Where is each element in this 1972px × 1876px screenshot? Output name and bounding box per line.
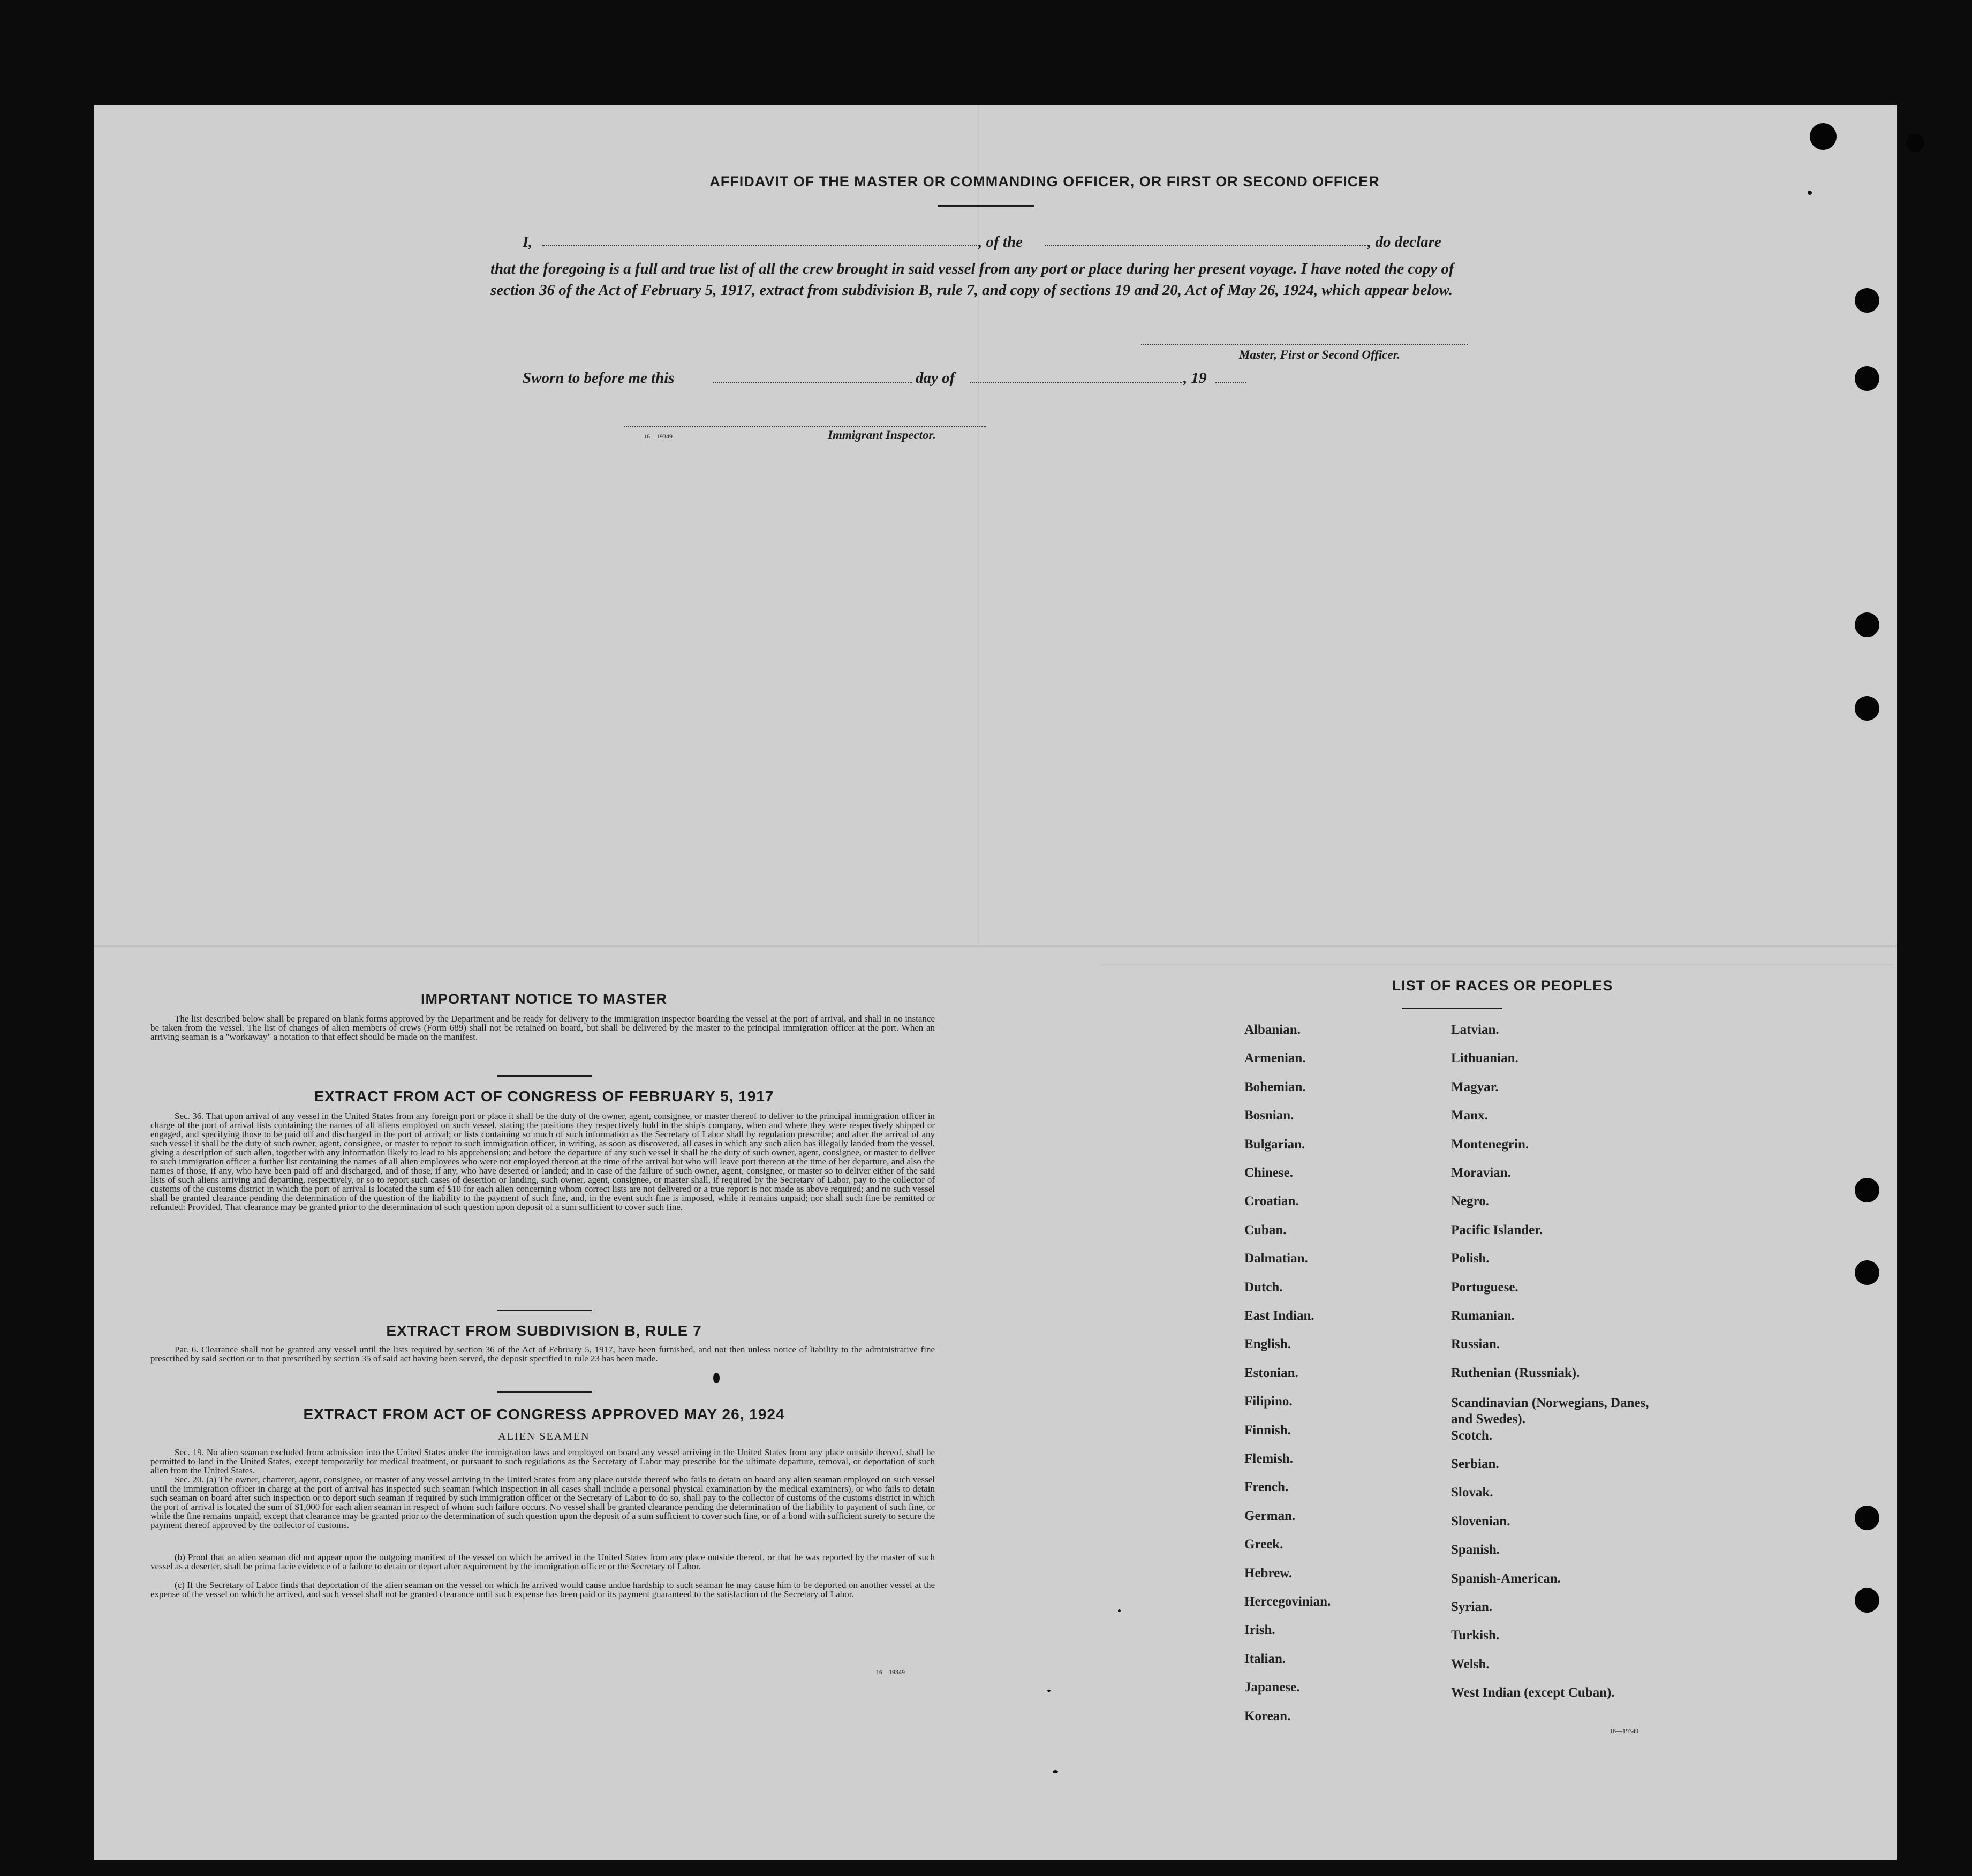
race-item: Turkish.: [1451, 1628, 1500, 1643]
race-item: Bosnian.: [1244, 1108, 1294, 1123]
inspector-signature-line: [624, 426, 986, 427]
race-item: Polish.: [1451, 1251, 1490, 1266]
race-item: Magyar.: [1451, 1080, 1499, 1094]
punch-hole: [1855, 696, 1879, 721]
race-item: Dutch.: [1244, 1280, 1283, 1295]
race-item: Welsh.: [1451, 1657, 1490, 1671]
race-item: Korean.: [1244, 1709, 1291, 1723]
vessel-blank: [1045, 245, 1366, 246]
race-item: West Indian (except Cuban).: [1451, 1685, 1615, 1700]
scan-speck: [713, 1373, 720, 1383]
race-item: Portuguese.: [1451, 1280, 1518, 1295]
extract-1917-rule: [497, 1310, 592, 1311]
race-item: Russian.: [1451, 1337, 1500, 1351]
race-item: Scandinavian (Norwegians, Danes, and Swedes).: [1451, 1396, 1649, 1426]
document-sheet: [94, 105, 1897, 1860]
year-blank: [1215, 382, 1246, 383]
fold-crease-vertical: [978, 105, 979, 943]
day-of-label: day of: [916, 369, 955, 387]
race-item: Flemish.: [1244, 1451, 1293, 1466]
race-item: Slovak.: [1451, 1485, 1493, 1500]
sec-20c-text: (c) If the Secretary of Labor finds that deportation of the alien seaman on the vessel on which he arrived would cause undue hardship to such seaman he may cause him to be deported on another vessel at the expense of the vessel on which he arrived, and such vessel shall not be granted clearance until such expense has been paid or its payment guaranteed to the satisfaction of the Secretary of Labor.: [150, 1580, 935, 1599]
inspector-label: Immigrant Inspector.: [828, 428, 936, 442]
punch-hole: [1855, 1506, 1879, 1530]
extract-rule7-text: Par. 6. Clearance shall not be granted any vessel until the lists required by section 36 of the Act of February 5, 1917, have been furnished, and not then unless notice of liability to the administrative fine prescribed by said section or to that prescribed by section 35 of said act having been served, the deposit specified in rule 23 has been made.: [150, 1344, 935, 1364]
race-item: Syrian.: [1451, 1600, 1493, 1614]
affidavit-body: that the foregoing is a full and true list of all the crew brought in said vessel from any port or place during her present voyage. I have noted the copy of section 36 of the Act of February 5, 1917, extract from subdivision B, rule 7, and copy of sections 19 and 20, Act of May 26, 1924, which appear below.: [490, 260, 1454, 299]
race-item: Bohemian.: [1244, 1080, 1306, 1094]
race-item: Bulgarian.: [1244, 1137, 1305, 1152]
sworn-label: Sworn to before me this: [523, 369, 675, 387]
notice-rule: [497, 1075, 592, 1077]
affidavit-form-number: 16—19349: [644, 433, 673, 440]
scan-speck: [1118, 1609, 1121, 1612]
affidavit-title-rule: [938, 205, 1034, 207]
race-item: French.: [1244, 1480, 1289, 1494]
races-title: LIST OF RACES OR PEOPLES: [1392, 978, 1613, 994]
race-item: Latvian.: [1451, 1023, 1499, 1037]
fold-crease-horizontal: [94, 945, 1897, 947]
race-item: Hebrew.: [1244, 1566, 1293, 1580]
race-item: Spanish.: [1451, 1542, 1500, 1557]
race-item: Estonian.: [1244, 1366, 1298, 1380]
race-item: Pacific Islander.: [1451, 1223, 1543, 1237]
race-item: English.: [1244, 1337, 1291, 1351]
race-item: Ruthenian (Russniak).: [1451, 1366, 1580, 1380]
race-item: Greek.: [1244, 1537, 1283, 1552]
race-item: Italian.: [1244, 1652, 1286, 1666]
race-item: Serbian.: [1451, 1457, 1499, 1471]
extract-form-number: 16—19349: [876, 1668, 905, 1676]
race-item: Cuban.: [1244, 1223, 1287, 1237]
affidavit-title: AFFIDAVIT OF THE MASTER OR COMMANDING OFFICER, OR FIRST OR SECOND OFFICER: [709, 173, 1380, 190]
sec-20b-text: (b) Proof that an alien seaman did not appear upon the outgoing manifest of the vessel on which he arrived in the United States from any place outside thereof, or that he was reported by the master of such vessel as a deserter, shall be prima facie evidence of a failure to detain or deport after requirement by the immigration officer or the Secretary of Labor.: [150, 1552, 935, 1571]
punch-hole: [1855, 366, 1879, 391]
sworn-day-blank: [713, 382, 912, 383]
race-item: Chinese.: [1244, 1166, 1293, 1180]
notice-text: The list described below shall be prepared on blank forms approved by the Department and be ready for delivery to the immigration inspector boarding the vessel at the port of arrival, and shall in no instance be taken from the vessel. The list of changes of alien members of crews (Form 689) shall not be retained on board, but shall be delivered by the master to the principal immigration officer at the port. When an arriving seaman is a "workaway" a notation to that effect should be made on the manifest.: [150, 1013, 935, 1042]
extract-1917-title: EXTRACT FROM ACT OF CONGRESS OF FEBRUARY 5, 1917: [314, 1088, 774, 1105]
name-blank: [542, 245, 977, 246]
race-item: Scotch.: [1451, 1428, 1493, 1443]
punch-hole: [1855, 1260, 1879, 1285]
scan-speck: [1047, 1690, 1051, 1692]
race-item: Montenegrin.: [1451, 1137, 1529, 1152]
punch-hole: [1855, 612, 1879, 637]
races-form-number: 16—19349: [1610, 1727, 1638, 1735]
race-item: Dalmatian.: [1244, 1251, 1308, 1266]
races-title-rule: [1402, 1008, 1502, 1009]
affidavit-do-declare: , do declare: [1367, 233, 1441, 251]
scan-speck: [1808, 191, 1812, 195]
race-item: Manx.: [1451, 1108, 1488, 1123]
race-item: Japanese.: [1244, 1680, 1300, 1695]
affidavit-of-the: , of the: [978, 233, 1023, 251]
punch-hole: [1855, 288, 1879, 313]
race-item: Armenian.: [1244, 1051, 1306, 1065]
race-item: East Indian.: [1244, 1308, 1314, 1323]
extract-rule7-title: EXTRACT FROM SUBDIVISION B, RULE 7: [386, 1322, 702, 1339]
corner-hole: [1810, 123, 1837, 150]
race-item: Rumanian.: [1451, 1308, 1515, 1323]
punch-hole: [1855, 1588, 1879, 1613]
extract-1917-text: Sec. 36. That upon arrival of any vessel in the United States from any foreign port or place it shall be the duty of the owner, agent, consignee, or master thereof to deliver to the principal immigration officer in charge of the port of arrival lists containing the names of all aliens employed on such vessel, stating the positions they respectively hold in the ship's company, when and where they were respectively shipped or engaged, and specifying those to be paid off and discharged in the port of arrival; or lists containing so much of such information as the Secretary of Labor shall by regulation prescribe; and after the arrival of any such vessel it shall be the duty of such owner, agent, consignee, or master to report to such immigration officer, in writing, as soon as discovered, all cases in which any such alien has illegally landed from the vessel, giving a description of such alien, together with any information likely to lead to his apprehension; and before the departure of any such vessel it shall be the duty of such owner, agent, consignee, or master to deliver to such immigration officer a further list containing the names of all alien employees who were not employed thereon at the time of the arrival but who will leave port thereon at the time of her departure, and also the names of those, if any, who have been paid off and discharged, and of those, if any, who have deserted or landed; and in case of the failure of such owner, agent, consignee, or master so to deliver either of the said lists of such aliens arriving and departing, respectively, or so to report such cases of desertion or landing, such owner, agent, consignee, or master shall, if required by the Secretary of Labor, pay to the collector of customs of the customs district in which the port of arrival is located the sum of $10 for each alien concerning whom correct lists are not delivered or a true report is not made as above required; and no such vessel shall be granted clearance pending the determination of the question of the liability to the payment of such fine, and, in the event such fine is imposed, while it remains unpaid; nor shall such fine be remitted or refunded: Provided, That clearance may be granted prior to the determination of such question upon deposit of a sum sufficient to cover such fine.: [150, 1111, 935, 1212]
sworn-month-blank: [970, 382, 1182, 383]
punch-hole: [1855, 1178, 1879, 1202]
race-item: Irish.: [1244, 1623, 1275, 1637]
scan-speck: [1053, 1770, 1058, 1773]
race-item: Hercegovinian.: [1244, 1594, 1331, 1609]
race-item: Albanian.: [1244, 1023, 1301, 1037]
affidavit-i: I,: [523, 233, 533, 251]
corner-hole: [1906, 134, 1924, 152]
year-prefix: , 19: [1183, 369, 1207, 387]
race-item: Moravian.: [1451, 1166, 1511, 1180]
notice-title: IMPORTANT NOTICE TO MASTER: [421, 991, 667, 1007]
race-item: Croatian.: [1244, 1194, 1299, 1208]
race-item: Filipino.: [1244, 1394, 1293, 1409]
sec-19-text: Sec. 19. No alien seaman excluded from admission into the United States under the immigration laws and employed on board any vessel arriving in the United States from any place outside thereof, shall be permitted to land in the United States, except temporarily for medical treatment, or pursuant to such regulations as the Secretary of Labor may prescribe for the ultimate departure, removal, or deportation of such alien from the United States.: [150, 1447, 935, 1476]
race-item: Lithuanian.: [1451, 1051, 1518, 1065]
race-item: German.: [1244, 1509, 1296, 1523]
race-item: Slovenian.: [1451, 1514, 1510, 1529]
race-item: Spanish-American.: [1451, 1571, 1561, 1586]
master-signature-line: [1141, 344, 1468, 345]
race-item: Negro.: [1451, 1194, 1490, 1208]
race-item: Finnish.: [1244, 1423, 1291, 1438]
extract-1924-title: EXTRACT FROM ACT OF CONGRESS APPROVED MAY 26, 1924: [303, 1406, 785, 1423]
extract-rule7-rule: [497, 1391, 592, 1393]
master-signature-label: Master, First or Second Officer.: [1239, 348, 1401, 361]
alien-seamen-subtitle: ALIEN SEAMEN: [498, 1431, 590, 1442]
sec-20a-text: Sec. 20. (a) The owner, charterer, agent, consignee, or master of any vessel arriving in the United States from any place outside thereof who fails to detain on board any alien seaman employed on such vessel until the immigration officer in charge at the port of arrival has inspected such seaman (which inspection in all cases shall include a personal physical examination by the medical examiners), or who fails to detain such seaman on board after such inspection or to deport such seaman if required by such immigration officer or the Secretary of Labor to do so, shall pay to the collector of customs of the customs district in which the port of arrival is located the sum of $1,000 for each alien seaman in respect of whom such failure occurs. No vessel shall be granted clearance pending the determination of the liability to payment of such fine, or while the fine remains unpaid, except that clearance may be granted prior to the determination of such question upon the deposit of a sum sufficient to cover such fine, or of a bond with sufficient surety to secure the payment thereof approved by the collector of customs.: [150, 1474, 935, 1530]
fold-crease-horizontal-right: [1101, 964, 1893, 965]
